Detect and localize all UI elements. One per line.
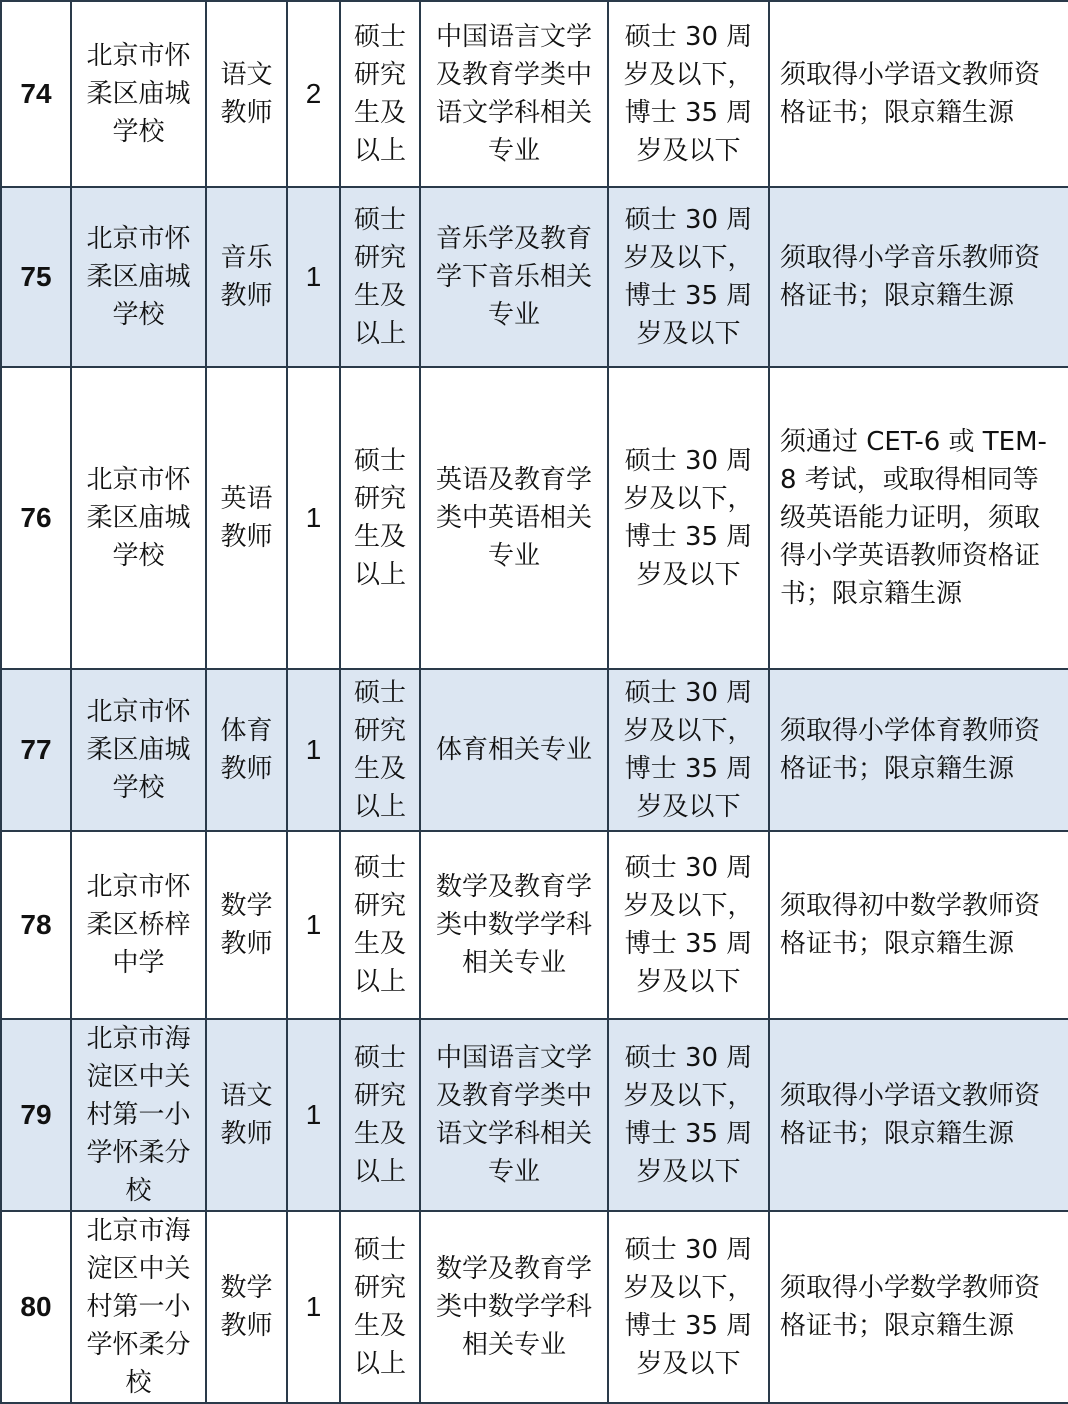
table-row (1, 367, 1068, 669)
requirement-cell: 须取得小学音乐教师资格证书；限京籍生源 (769, 187, 1068, 367)
row-number: 77 (1, 669, 71, 831)
age-cell: 硕士 30 周岁及以下，博士 35 周岁及以下 (608, 367, 769, 669)
age-cell: 硕士 30 周岁及以下，博士 35 周岁及以下 (608, 187, 769, 367)
row-number: 78 (1, 831, 71, 1019)
education-cell: 硕士研究生及以上 (340, 187, 420, 367)
major-cell: 中国语言文学及教育学类中语文学科相关专业 (420, 1019, 608, 1211)
headcount-cell: 1 (287, 1211, 340, 1403)
school-cell: 北京市海淀区中关村第一小学怀柔分校 (71, 1211, 206, 1403)
requirement-cell: 须取得小学数学教师资格证书；限京籍生源 (769, 1211, 1068, 1403)
age-cell: 硕士 30 周岁及以下，博士 35 周岁及以下 (608, 669, 769, 831)
age-cell: 硕士 30 周岁及以下，博士 35 周岁及以下 (608, 1019, 769, 1211)
school-cell: 北京市怀柔区庙城学校 (71, 187, 206, 367)
row-number: 80 (1, 1211, 71, 1403)
school-cell: 北京市怀柔区桥梓中学 (71, 831, 206, 1019)
school-cell: 北京市怀柔区庙城学校 (71, 1, 206, 187)
headcount-cell: 1 (287, 831, 340, 1019)
major-cell: 英语及教育学类中英语相关专业 (420, 367, 608, 669)
major-cell: 音乐学及教育学下音乐相关专业 (420, 187, 608, 367)
education-cell: 硕士研究生及以上 (340, 1211, 420, 1403)
major-cell: 中国语言文学及教育学类中语文学科相关专业 (420, 1, 608, 187)
education-cell: 硕士研究生及以上 (340, 1019, 420, 1211)
headcount-cell: 1 (287, 1019, 340, 1211)
position-cell: 数学教师 (206, 1211, 287, 1403)
major-cell: 数学及教育学类中数学学科相关专业 (420, 831, 608, 1019)
position-cell: 体育教师 (206, 669, 287, 831)
requirement-cell: 须取得小学语文教师资格证书；限京籍生源 (769, 1019, 1068, 1211)
row-number: 76 (1, 367, 71, 669)
row-number: 79 (1, 1019, 71, 1211)
position-cell: 语文教师 (206, 1019, 287, 1211)
row-number: 74 (1, 1, 71, 187)
requirement-cell: 须通过 CET-6 或 TEM-8 考试，或取得相同等级英语能力证明，须取得小学英语教师资格证书；限京籍生源 (769, 367, 1068, 669)
education-cell: 硕士研究生及以上 (340, 1, 420, 187)
age-cell: 硕士 30 周岁及以下，博士 35 周岁及以下 (608, 1, 769, 187)
table-row (1, 831, 1068, 1019)
table-row (1, 187, 1068, 367)
table-row (1, 1, 1068, 187)
table-row (1, 1211, 1068, 1403)
education-cell: 硕士研究生及以上 (340, 831, 420, 1019)
school-cell: 北京市海淀区中关村第一小学怀柔分校 (71, 1019, 206, 1211)
table-row (1, 1019, 1068, 1211)
row-number: 75 (1, 187, 71, 367)
age-cell: 硕士 30 周岁及以下，博士 35 周岁及以下 (608, 1211, 769, 1403)
school-cell: 北京市怀柔区庙城学校 (71, 669, 206, 831)
age-cell: 硕士 30 周岁及以下，博士 35 周岁及以下 (608, 831, 769, 1019)
position-cell: 音乐教师 (206, 187, 287, 367)
table-row (1, 669, 1068, 831)
headcount-cell: 1 (287, 187, 340, 367)
major-cell: 体育相关专业 (420, 669, 608, 831)
table-body (1, 1, 1068, 1403)
requirement-cell: 须取得小学体育教师资格证书；限京籍生源 (769, 669, 1068, 831)
education-cell: 硕士研究生及以上 (340, 669, 420, 831)
position-cell: 英语教师 (206, 367, 287, 669)
education-cell: 硕士研究生及以上 (340, 367, 420, 669)
major-cell: 数学及教育学类中数学学科相关专业 (420, 1211, 608, 1403)
position-cell: 数学教师 (206, 831, 287, 1019)
headcount-cell: 1 (287, 669, 340, 831)
headcount-cell: 1 (287, 367, 340, 669)
headcount-cell: 2 (287, 1, 340, 187)
position-cell: 语文教师 (206, 1, 287, 187)
school-cell: 北京市怀柔区庙城学校 (71, 367, 206, 669)
requirement-cell: 须取得初中数学教师资格证书；限京籍生源 (769, 831, 1068, 1019)
requirement-cell: 须取得小学语文教师资格证书；限京籍生源 (769, 1, 1068, 187)
